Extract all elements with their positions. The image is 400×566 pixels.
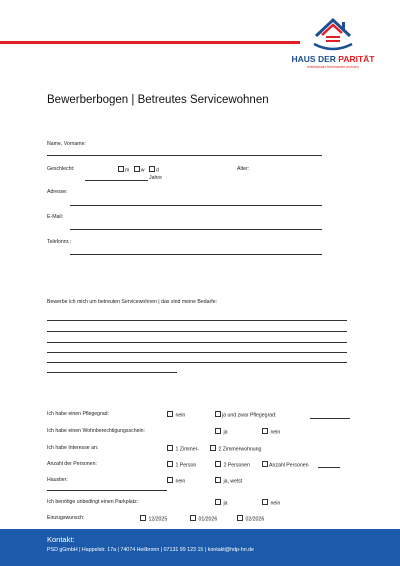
motivation-line[interactable] [47,331,347,332]
move-in-12-2025-checkbox[interactable] [140,515,146,521]
care-degree-yes: ja und zwar Pflegegrad: [215,411,277,419]
gender-m-checkbox[interactable] [118,166,124,172]
email-field[interactable] [70,229,322,230]
motivation-line[interactable] [47,320,347,321]
care-degree-yes-checkbox[interactable] [215,411,221,417]
logo-tagline: miteinander füreinander wohnen [307,65,359,69]
pets-yes-checkbox[interactable] [215,477,221,483]
move-in-label: Einzugswunsch: [47,515,85,521]
page-title: Bewerberbogen | Betreutes Servicewohnen [47,94,269,106]
interest-opt1: 1 Zimmer- [167,445,199,453]
motivation-line[interactable] [47,362,347,363]
email-label: E-Mail: [47,214,64,220]
care-degree-no-checkbox[interactable] [167,411,173,417]
persons-opt1: 1 Person [167,461,196,469]
pets-no-checkbox[interactable] [167,477,173,483]
motivation-line[interactable] [47,372,177,373]
name-field[interactable] [47,155,322,156]
gender-d-checkbox[interactable] [149,166,155,172]
move-in-01-2026-checkbox[interactable] [190,515,196,521]
years-label: Jahre [149,175,162,181]
phone-label: Telefonnr.: [47,239,71,245]
pets-no: nein [167,477,185,485]
interest-label: Ich habe Interesse an: [47,445,99,451]
age-field[interactable] [85,180,148,181]
housing-permit-label: Ich habe einen Wohnberechtigungsschein: [47,428,145,434]
housing-permit-yes-checkbox[interactable] [215,428,221,434]
interest-2-room-checkbox[interactable] [210,445,216,451]
persons-count-field[interactable] [318,467,340,468]
pets-yes: ja, welst [215,477,242,485]
care-degree-label: Ich habe einen Pflegegrad: [47,411,110,417]
logo [282,14,384,74]
footer [0,529,400,566]
house-icon [282,14,384,54]
parking-no: nein [262,499,280,507]
move-in-option: 01/2026 [190,515,217,523]
persons-label: Anzahl der Personen: [47,461,97,467]
move-in-option: 02/2026 [237,515,264,523]
motivation-line[interactable] [47,352,347,353]
motivation-line[interactable] [47,342,347,343]
persons-2-checkbox[interactable] [215,461,221,467]
move-in-option: 12/2025 [140,515,167,523]
age-label: Alter: [237,166,250,172]
parking-label: Ich benötige unbedingt einen Parkplatz: [47,499,139,505]
header-accent-line [0,41,300,44]
housing-permit-yes: ja [215,428,228,436]
care-degree-field[interactable] [310,418,350,419]
parking-yes-checkbox[interactable] [215,499,221,505]
persons-count-checkbox[interactable] [262,461,268,467]
address-field[interactable] [70,205,322,206]
gender-label: Geschlecht: [47,166,75,172]
interest-1-room-checkbox[interactable] [167,445,173,451]
logo-name: HAUS DER PARITÄT [291,54,375,64]
footer-contact-line: PSD gGmbH | Happelstr. 17a | 74074 Heilbronn | 07131 99 123 15 | kontakt@hdp-hn.de [47,547,254,553]
pets-label: Haustier: [47,477,68,483]
name-label: Name, Vorname: [47,141,86,147]
housing-permit-no-checkbox[interactable] [262,428,268,434]
address-label: Adresse: [47,189,68,195]
gender-options: m w d [118,166,159,174]
footer-heading: Kontakt: [47,535,75,544]
interest-opt2: 2 Zimmerwohnung [210,445,261,453]
phone-field[interactable] [70,254,322,255]
gender-w-checkbox[interactable] [134,166,140,172]
move-in-02-2026-checkbox[interactable] [237,515,243,521]
persons-1-checkbox[interactable] [167,461,173,467]
pets-field[interactable] [47,490,167,491]
housing-permit-no: nein [262,428,280,436]
persons-opt3: Anzahl Personen [262,461,309,469]
care-degree-no: nein [167,411,185,419]
parking-no-checkbox[interactable] [262,499,268,505]
persons-opt2: 2 Personen [215,461,250,469]
parking-yes: ja [215,499,228,507]
motivation-label: Bewerbe ich mich um betreuten Servicewohnen | das sind meine Bedarfe: [47,299,218,305]
